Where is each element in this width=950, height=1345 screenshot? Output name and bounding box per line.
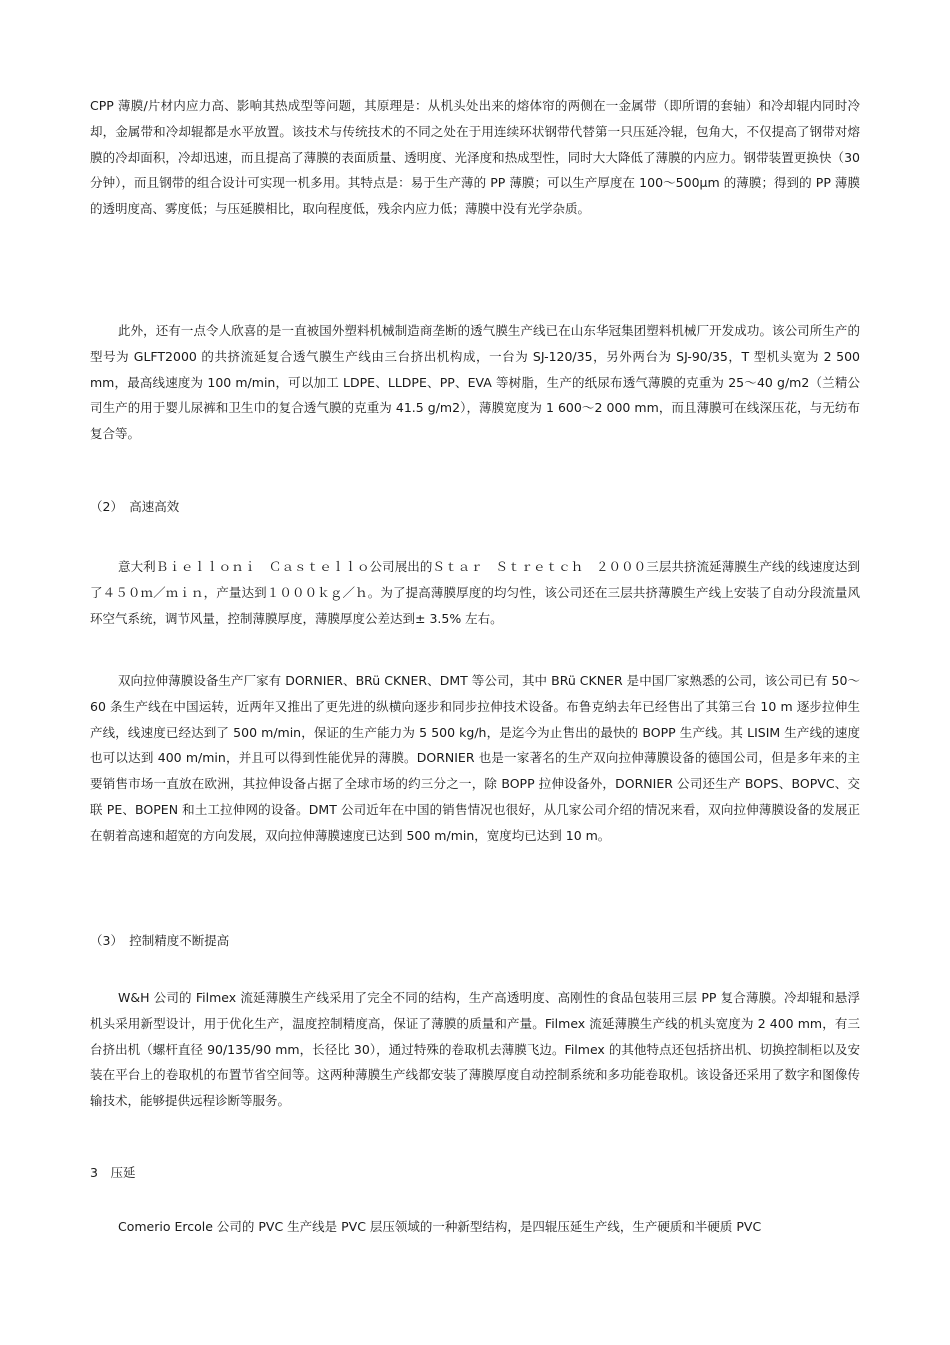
section-heading-high-speed: （2） 高速高效 [90,499,180,514]
paragraph-biaxial-stretching: 双向拉伸薄膜设备生产厂家有 DORNIER、BRü CKNER、DMT 等公司，其中 BRü CKNER 是中国厂家熟悉的公司，该公司已有 50～60 条生产线在中国运转，近两年又推出了更先进的纵横向逐步和同步拉伸技术设备。布鲁克纳去年已经售出了其第三台 10 m 逐步拉伸生产线，线速度已经达到了 500 m/min，保证的生产能力为 5 500 kg/h，是迄今为止售出的最快的 BOPP 生产线。其 LISIM 生产线的速度也可以达到 400 m/min，并且可以得到性能优异的薄膜。DORNIER 也是一家著名的生产双向拉伸薄膜设备的德国公司，但是多年来的主要销售市场一直放在欧洲，其拉伸设备占据了全球市场的约三分之一，除 BOPP 拉伸设备外，DORNIER 公司还生产 BOPS、BOPVC、交联 PE、BOPEN 和土工拉伸网的设备。DMT 公司近年在中国的销售情况也很好，从几家公司介绍的情况来看，双向拉伸薄膜设备的发展正在朝着高速和超宽的方向发展，双向拉伸薄膜速度已达到 500 m/min，宽度均已达到 10 m。 [90,673,860,843]
paragraph-comerio-ercole: Comerio Ercole 公司的 PVC 生产线是 PVC 层压领域的一种新型结构，是四辊压延生产线，生产硬质和半硬质 PVC [118,1219,762,1234]
paragraph-breathable-film: 此外，还有一点令人欣喜的是一直被国外塑料机械制造商垄断的透气膜生产线已在山东华冠集团塑料机械厂开发成功。该公司所生产的型号为 GLFT2000 的共挤流延复合透气膜生产线由三台挤出机构成，一台为 SJ-120/35，另外两台为 SJ-90/35，T 型机头宽为 2 500 mm，最高线速度为 100 m/min，可以加工 LDPE、LLDPE、PP、EVA 等树脂，生产的纸尿布透气薄膜的克重为 25～40 g/m2（兰精公司生产的用于婴儿尿裤和卫生巾的复合透气膜的克重为 41.5 g/m2），薄膜宽度为 1 600～2 000 mm，而且薄膜可在线深压花，与无纺布复合等。 [90,323,860,442]
section-heading-control-precision: （3） 控制精度不断提高 [90,933,230,948]
paragraph-wh-filmex: W&H 公司的 Filmex 流延薄膜生产线采用了完全不同的结构，生产高透明度、高刚性的食品包装用三层 PP 复合薄膜。冷却辊和悬浮机头采用新型设计，用于优化生产，温度控制精度高，保证了薄膜的质量和产量。Filmex 流延薄膜生产线的机头宽度为 2 400 mm，有三台挤出机（螺杆直径 90/135/90 mm，长径比 30），通过特殊的卷取机去薄膜飞边。Filmex 的其他特点还包括挤出机、切换控制柜以及安装在平台上的卷取机的布置节省空间等。这两种薄膜生产线都安装了薄膜厚度自动控制系统和多功能卷取机。该设备还采用了数字和图像传输技术，能够提供远程诊断等服务。 [90,990,860,1109]
paragraph-bielloni-castello: 意大利Ｂｉｅｌｌｏｎｉ Ｃａｓｔｅｌｌｏ公司展出的Ｓｔａｒ Ｓｔｒｅｔｃｈ ２０００三层共挤流延薄膜生产线的线速度达到了４５０ｍ／ｍｉｎ，产量达到１０００ｋｇ／ｈ。为了提高薄膜厚度的均匀性，该公司还在三层共挤薄膜生产线上安装了自动分段流量风环空气系统，调节风量，控制薄膜厚度，薄膜厚度公差达到± 3.5% 左右。 [90,559,860,626]
paragraph-cpp-steel-belt: CPP 薄膜/片材内应力高、影响其热成型等问题，其原理是：从机头处出来的熔体帘的两侧在一金属带（即所谓的套轴）和冷却辊内同时冷却，金属带和冷却辊都是水平放置。该技术与传统技术的不同之处在于用连续环状钢带代替第一只压延冷辊，包角大，不仅提高了钢带对熔膜的冷却面积，冷却迅速，而且提高了薄膜的表面质量、透明度、光泽度和热成型性，同时大大降低了薄膜的内应力。钢带装置更换快（30 分钟），而且钢带的组合设计可实现一机多用。其特点是：易于生产薄的 PP 薄膜；可以生产厚度在 100～500μm 的薄膜；得到的 PP 薄膜的透明度高、雾度低；与压延膜相比，取向程度低，残余内应力低；薄膜中没有光学杂质。 [90,98,860,217]
section-heading-calendering: 3 压延 [90,1165,136,1180]
